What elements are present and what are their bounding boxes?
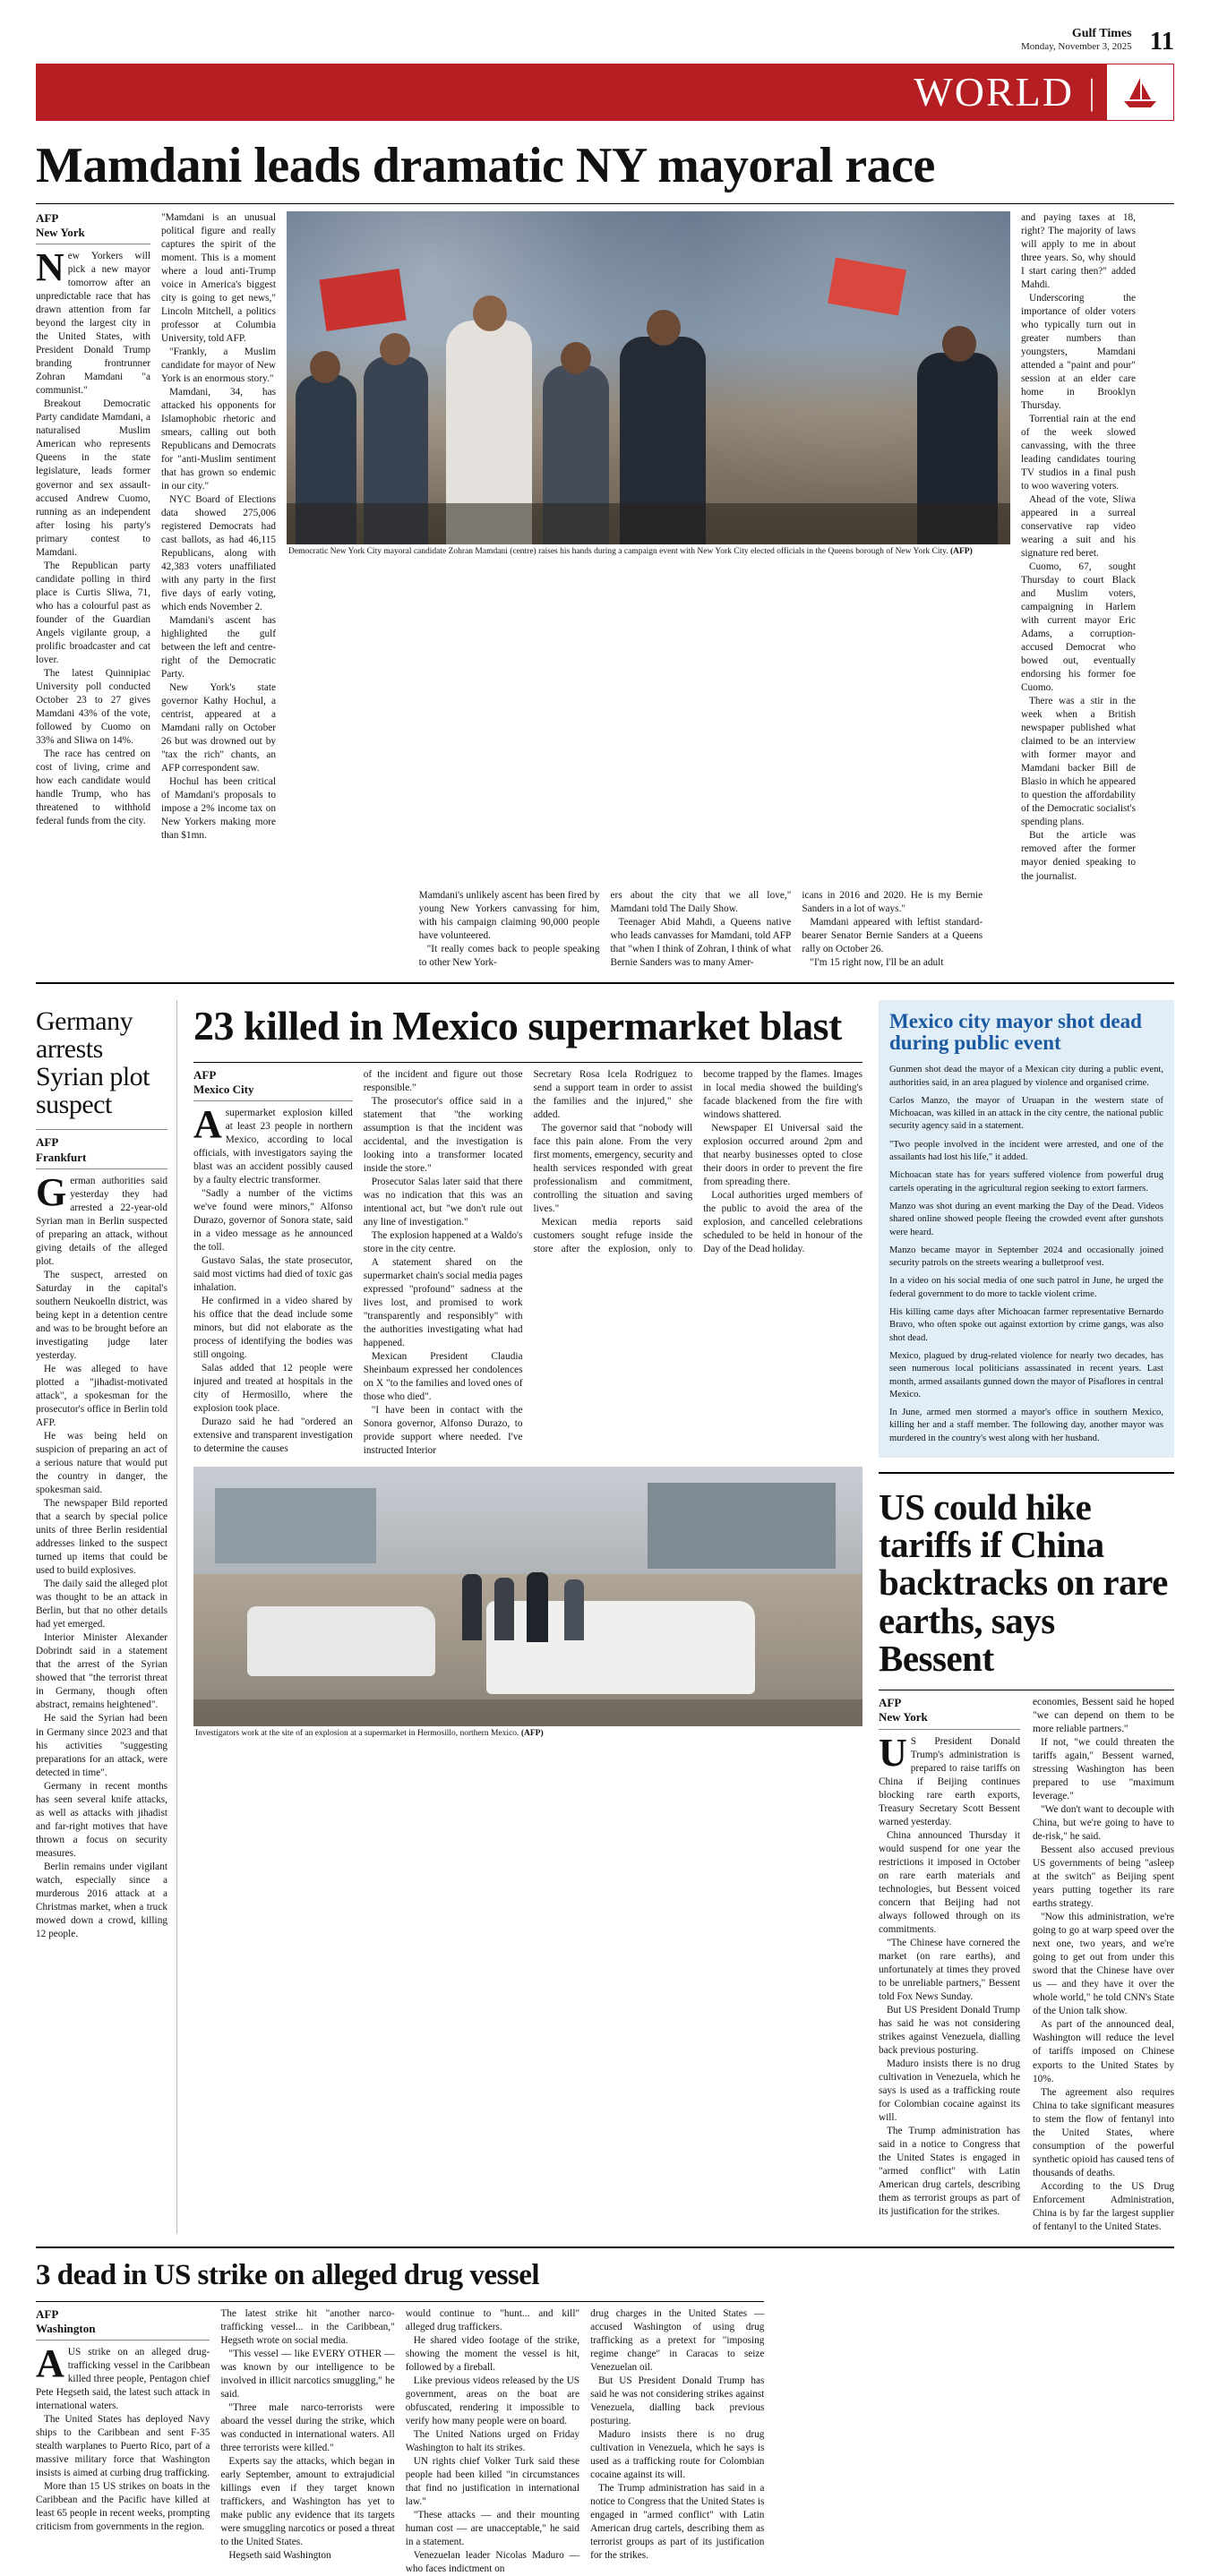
top-story-lower-grid [36,889,1174,970]
paragraph: Interior Minister Alexander Dobrindt said in a statement that the arrest of the Syrian showed that "the terrorist threat in Germany, though often abstract, remains heightened". [36,1632,167,1711]
paragraph: Manzo became mayor in September 2024 and occasionally joined security patrols on the streets wearing a bulletproof vest. [889,1245,1163,1269]
paragraph: Ahead of the vote, Sliwa appeared in a surreal conservative rap video wearing a suit and his signature red beret. [1021,494,1136,560]
section-title: WORLD [914,69,1074,116]
top-story-photo-caption [287,544,1010,558]
paragraph: Mamdani's unlikely ascent has been fired by young New Yorkers canvassing for him, with his campaign claiming 90,000 people have volunteered. [418,889,600,941]
paper-name: Gulf Times [1071,27,1132,40]
strike-byline-agency: AFP [36,2306,59,2321]
paragraph: His killing came days after Michoacan farmer representative Bernardo Bravo, who often spoke out against extortion by crime gangs, was also shot dead. [889,1307,1163,1343]
paragraph: "Now this administration, we're going to go at warp speed over the next one, two years, and we're going to get out from under this sword that the Chinese have over us — and they have it over the whole world," he told CNN's State of the Union talk show. [1033,1912,1174,2017]
paragraph: Mamdani's ascent has highlighted the gulf between the left and centre-right of the Democratic Party. [161,615,276,680]
right-rail [879,1000,1174,2234]
paragraph: The explosion happened at a Waldo's store in the city centre. [363,1229,523,1254]
paragraph: Maduro insists there is no drug cultivation in Venezuela, which he says is used as a trafficking route for Colombian cocaine against its will. [590,2428,765,2480]
paragraph: Mamdani, 34, has attacked his opponents for Islamophobic rhetoric and smears, calling out both Republicans and Democrats for "anti-Muslim sentiment that has grown so endemic in our city." [161,386,276,492]
strike-column-3 [406,2307,579,2576]
germany-byline-agency: AFP [36,1135,59,1150]
mexico-photo [193,1467,862,1726]
paragraph: Hegseth said Washington [228,2549,331,2561]
top-story-column-5 [802,889,983,970]
paragraph: Mexican media reports said customers sought refuge inside the store after the explosion, only to become trapped by the flames. Images in local media showed the building's facade blackened from the fire with windows shattered. [533,1068,862,1254]
paragraph: Berlin remains under vigilant watch, especially since a murderous 2016 attack at a Christmas market, when a truck mowed down a crowd, killing 12 people. [36,1861,167,1939]
paragraph: and paying taxes at 18, right? The majority of laws will apply to me in about three years. So, why should I start caring then?" added Mahdi. [1021,211,1136,290]
strike-story [36,2258,765,2576]
paragraph: Gunmen shot dead the mayor of a Mexican city during a public event, authorities said, in an area plagued by violence and organised crime. [889,1065,1163,1088]
paragraph: China announced Thursday it would suspend for one year the restrictions it imposed in October on rare earth materials and technologies, but Bessent voiced concern that Beijing had not always followed through on its commitments. [879,1829,1020,1935]
paragraph: Maduro insists there is no drug cultivation in Venezuela, which he says is used as a trafficking route for Colombian cocaine against its will. [879,2058,1020,2124]
paragraph: But the article was removed after the former mayor denied speaking to the journalist. [1021,830,1136,882]
paragraph: The Republican party candidate polling in third place is Curtis Sliwa, 71, who has a colourful past as founder of the Guardian Angels vigilante group, a prolific broadcaster and cat lover. [36,560,150,665]
bessent-byline-location: New York [879,1710,928,1724]
caption-credit: (AFP) [520,1728,544,1738]
middle-band [36,1000,1174,2234]
paragraph: "Three male narco-terrorists were aboard the vessel during the strike, which was conducted in international waters. All three terrorists were killed." [220,2401,395,2453]
paragraph: The race has centred on cost of living, crime and how each candidate would handle Trump, who has threatened to withhold federal funds from the city. [36,748,150,826]
paragraph: "This vessel — like EVERY OTHER — was known by our intelligence to be involved in illicit narcotics smuggling," he said. [220,2348,395,2400]
strike-column-1 [36,2307,210,2576]
paragraph: Local authorities urged members of the public to avoid the area of the explosion, and cancelled celebrations scheduled to be held in honour of the Day of the Dead holiday. [703,1189,862,1254]
paragraph: Venezuelan leader Nicolas Maduro — who faces indictment on [405,2549,580,2574]
banner-divider: | [1087,72,1095,113]
paragraph: He shared video footage of the strike, showing the moment the vessel is hit, followed by a fireball. [405,2334,580,2373]
paragraph: "It really comes back to people speaking to other New York- [418,943,600,968]
paragraph: According to the US Drug Enforcement Administration, China is by far the largest supplier of fentanyl to the United States. [1033,2180,1174,2232]
paragraph: "The Chinese have cornered the market (on rare earths), and unfortunately at times they proved to be unreliable partners," Bessent told Fox News Sunday. [879,1937,1020,2002]
paragraph: Salas added that 12 people were injured and treated at hospitals in the city of Hermosillo, where the explosion took place. [193,1363,353,1415]
top-story-headline: Mamdani leads dramatic NY mayoral race [36,137,935,193]
paragraph: UN rights chief Volker Turk said these people had been killed "in circumstances that find no justification in international law." [405,2455,580,2507]
paragraph: In June, armed men stormed a mayor's office in southern Mexico, killing her and a staff member. The following day, another mayor was murdered in the country's west along with her husband. [889,1408,1163,1443]
paragraph: "We don't want to decouple with China, but we're going to have to de-risk," he said. [1033,1804,1174,1843]
paragraph: icans in 2016 and 2020. He is my Bernie Sanders in a lot of ways." [802,889,983,914]
bessent-byline-agency: AFP [879,1696,902,1710]
top-story-upper-grid [36,211,1174,884]
paragraph: The newspaper Bild reported that a search by special police units of three Berlin residential addresses linked to the suspect turned up items that could be used to build explosives. [36,1498,167,1577]
bessent-columns [879,1696,1174,2234]
paragraph: He said the Syrian had been in Germany since 2023 and that his activities "suggesting preparations for an attack, were detected in time". [36,1713,167,1778]
byline-location: New York [36,225,85,239]
sailboat-icon-svg [1120,74,1160,110]
issue-date: Monday, November 3, 2025 [1020,41,1132,53]
paragraph: "Sadly a number of the victims we've found were minors," Alfonso Durazo, governor of Sonora state, said in a video message as he announced the toll. [193,1188,353,1254]
paragraph: Mexican President Claudia Sheinbaum expressed her condolences on X "to the families and loved ones of those who died". [363,1350,523,1402]
paragraph: But US President Donald Trump has said he was not considering strikes against Venezuela, dialling back previous posturing. [879,2004,1020,2056]
paragraph: "Two people involved in the incident were arrested, and one of the assailants had lost his life," it added. [889,1139,1163,1163]
paragraph: The latest Quinnipiac University poll conducted October 23 to 27 gives Mamdani 43% of the vote, followed by Cuomo on 33% and Sliwa on 14%. [36,667,150,746]
paragraph: Carlos Manzo, the mayor of Uruapan in the western state of Michoacan, was killed in an attack in the city centre, the national public security agency said in a statement. [889,1095,1163,1132]
paragraph: New York's state governor Kathy Hochul, a centrist, appeared at a Mamdani rally on October 26 but was drowned out by "tax the rich" chants, an AFP correspondent saw. [161,682,276,775]
paragraph: There was a stir in the week when a British newspaper published what claimed to be an interview with former mayor and Mamdani backer Bill de Blasio in which he appeared to question the affordability of the Democratic socialist's spending plans. [1021,696,1136,828]
paragraph: But US President Donald Trump has said he was not considering strikes against Venezuela, dialling back previous posturing. [590,2375,765,2426]
paragraph: Mexico, plagued by drug-related violence for nearly two decades, has seen numerous local politicians assassinated in recent years. Last month, armed assailants gunned down the mayor of Pisaflores in central Mexico. [889,1350,1163,1399]
paragraph: The United States has deployed Navy ships to the Caribbean and sent F-35 stealth warplanes to Puerto Rico, part of a massive military force that Washington insists is aimed at curbing drug trafficking. [36,2414,210,2479]
paragraph: As part of the announced deal, Washington will reduce the level of tariffs imposed on Chinese exports to the United States by 10%. [1033,2019,1174,2084]
top-story [36,137,1174,970]
paragraph: The suspect, arrested on Saturday in the capital's southern Neukoelln district, was being kept in a detention centre and was to be brought before an investigating judge later yesterday. [36,1269,167,1362]
paragraph: More than 15 US strikes on boats in the Caribbean and the Pacific have killed at least 65 people in recent weeks, prompting criticism from governments in the region. [36,2481,210,2533]
paragraph: The latest strike hit "another narco-trafficking vessel... in the Caribbean," Hegseth wrote on social media. [220,2307,395,2346]
mexico-headline: 23 killed in Mexico supermarket blast [193,1002,842,1048]
germany-headline: Germany arrests Syrian plot suspect [36,1006,150,1120]
top-story-photo [287,211,1010,544]
section-separator-1 [36,982,1174,984]
top-story-photo-block [287,211,1010,884]
paragraph: Hochul has been critical of Mamdani's proposals to impose a 2% income tax on New Yorkers making more than $1mn. [161,776,276,842]
bessent-column-1 [879,1696,1020,2234]
strike-column-4 [590,2307,764,2576]
paragraph: Teenager Abid Mahdi, a Queens native who leads canvasses for Mamdani, told AFP that "when I think of Zohran, I think of what Bernie Sanders was to many Amer- [610,916,792,968]
paragraph: He was alleged to have plotted a "jihadist-motivated attack", a spokesman for the prosecutor's office in Berlin told AFP. [36,1364,167,1429]
paragraph: "Mamdani is an unusual political figure and really captures the spirit of the moment. This is a moment where a loud anti-Trump voice in America's biggest city is going to get news," Lincoln Mitchell, a politics professor at Columbia University, told AFP. [161,211,276,344]
mexico-story [193,1000,862,2234]
section-separator-2 [36,2247,1174,2248]
mexico-column-1 [193,1068,353,1458]
paragraph: Breakout Democratic Party candidate Mamdani, a naturalised Muslim American who represents Queens in the state legislature, leads former governor and sex assault-accused Andrew Cuomo, running as an independent after losing his party's primary contest to Mamdani. [36,398,150,558]
paragraph: A statement shared on the supermarket chain's social media pages expressed "profound" sadness at the lives lost, and promised to work "transparently and responsibly" with the authorities investigating what had happened. [363,1256,523,1348]
section-banner [36,64,1174,121]
paragraph: He confirmed in a video shared by his office that the dead include some minors, but did not elaborate as the process of identifying the bodies was still ongoing. [193,1296,353,1361]
paragraph: The daily said the alleged plot was thought to be an attack in Berlin, but that no other details had yet emerged. [36,1579,167,1630]
paragraph: If not, "we could threaten the tariffs again," Bessent warned, stressing Washington has been prepared to use "maximum leverage." [1033,1737,1174,1802]
paragraph: NYC Board of Elections data showed 275,006 registered Democrats had cast ballots, as had 46,115 Republicans, along with 42,383 voters unaffiliated with any party in the first five days of early voting, which ends November 2. [161,494,276,613]
paragraph: "I'm 15 right now, I'll be an adult [810,956,944,968]
paragraph: Michoacan state has for years suffered violence from powerful drug cartels operating in the agricultural region seeking to extort farmers. [889,1170,1163,1194]
paragraph: He was being held on suspicion of preparing an act of a serious nature that would put the country in danger, the spokesman said. [36,1431,167,1496]
sailboat-icon [1106,64,1174,121]
page-number: 11 [1149,26,1174,56]
mexico-mayor-box [879,1000,1174,1458]
mexico-mayor-headline: Mexico city mayor shot dead during public event [889,1009,1142,1055]
paragraph: Experts say the attacks, which began in early September, amount to extrajudicial killings even if they target known traffickers, and Washington has yet to make public any evidence that its targets were smuggling narcotics or posed a threat to the United States. [220,2455,395,2547]
paragraph: German authorities said yesterday they had arrested a 22-year-old Syrian man in Berlin suspected of preparing an attack, without giving details of the alleged plot. [36,1169,167,1267]
paragraph: The Trump administration has said in a notice to Congress that the United States is engaged in "armed conflict" with Latin American drug cartels, describing them as terrorist groups as part of its justification for the strikes. [590,2482,765,2561]
paragraph: Mamdani appeared with leftist standard-bearer Senator Bernie Sanders at a Queens rally on October 26. [802,916,983,954]
bessent-headline: US could hike tariffs if China backtracks on rare earths, says Bessent [879,1485,1168,1679]
paragraph: Asupermarket explosion killed at least 23 people in northern Mexico, according to local officials, with investigators saying the blast was an accident possibly caused by a faulty electric transformer. [193,1102,353,1186]
mexico-byline-location: Mexico City [193,1082,254,1096]
paragraph: The governor said that "nobody will face this pain alone. From the very first moments, emergency, security and health services responded with great professionalism and commitment, controlling the situation and saving lives." [533,1122,693,1214]
caption-text: Investigators work at the site of an explosion at a supermarket in Hermosillo, northern Mexico. [195,1728,519,1738]
paragraph: Newspaper El Universal said the explosion occurred around 2pm and that nearby businesses opted to close their doors in order to prevent the fire from spreading there. [703,1122,862,1187]
paragraph: New Yorkers will pick a new mayor tomorrow after an unpredictable race that has drawn attention from far beyond the largest city in the United States, with President Donald Trump branding frontrunner Zohran Mamdani "a communist." [36,245,150,397]
germany-byline-location: Frankfurt [36,1150,87,1164]
top-story-column-3 [419,889,600,970]
paragraph: Prosecutor Salas later said that there was no indication that this was an intentional act, but "we don't rule out any line of investigation." [363,1176,523,1228]
paragraph: "These attacks — and their mounting human cost — are unacceptable," he said in a statement. [405,2509,580,2547]
paragraph: would continue to "hunt... and kill" alleged drug traffickers. [405,2307,580,2332]
paragraph: Like previous videos released by the US government, areas on the boat are obfuscated, rendering it impossible to verify how many people were on board. [405,2375,580,2426]
paragraph: US President Donald Trump's administration is prepared to raise tariffs on China if Beijing continues blocking rare earth exports, Treasury Secretary Scott Bessent warned yesterday. [879,1730,1020,1827]
paragraph: Secretary Rosa Icela Rodriguez to send a support team in order to assist the families and the injured," she added. [533,1068,693,1120]
paragraph: of the incident and figure out those responsible." [363,1068,523,1093]
paragraph: Durazo said he had "ordered an extensive and transparent investigation to determine the causes [193,1416,353,1455]
paragraph: drug charges in the United States — accused Washington of using drug trafficking as a pretext for "imposing regime change" in Caracas to seize Venezuelan oil. [590,2307,765,2373]
paragraph: ers about the city that we all love," Mamdani told The Daily Show. [610,889,792,914]
strike-headline: 3 dead in US strike on alleged drug vessel [36,2258,540,2291]
paragraph: The agreement also requires China to take significant measures to stem the flow of fentanyl into the United States, where consumption of the powerful synthetic opioid has caused tens of thousands of deaths. [1033,2086,1174,2178]
mexico-column-3 [534,1068,863,1458]
paragraph: The United Nations urged on Friday Washington to halt its strikes. [405,2428,580,2453]
paragraph: "I have been in contact with the Sonora governor, Alfonso Durazo, to provide support where needed. I've instructed Interior [363,1404,523,1456]
bessent-column-2 [1033,1696,1174,2234]
strike-columns [36,2307,764,2576]
paragraph: "Frankly, a Muslim candidate for mayor of New York is an enormous story." [161,346,276,384]
paragraph: Cuomo, 67, sought Thursday to court Black and Muslim voters, campaigning in Harlem with current mayor Eric Adams, a corruption-accused Democrat who bowed out, eventually endorsing his former foe Cuomo. [1021,561,1136,694]
byline-agency: AFP [36,210,59,225]
paragraph: Torrential rain at the end of the week slowed canvassing, with the three leading candidates touring TV studios in a final push to woo wavering voters. [1021,413,1136,492]
paragraph: AUS strike on an alleged drug-trafficking vessel in the Caribbean killed three people, Pentagon chief Pete Hegseth said, the latest such attack in international waters. [36,2341,210,2412]
paragraph: Bessent also accused previous US governments of being "asleep at the switch" as Beijing spent years putting together its rare earths strategy. [1033,1844,1174,1910]
paragraph: Gustavo Salas, the state prosecutor, said most victims had died of toxic gas inhalation. [193,1255,353,1294]
paragraph: Manzo was shot during an event marking the Day of the Dead. Videos shared online showed people fleeing the crowded event after gunshots were heard. [889,1201,1163,1237]
mexico-photo-caption [193,1726,862,1740]
paragraph: The Trump administration has said in a notice to Congress that the United States is engaged in "armed conflict" with Latin American drug cartels, describing them as terrorist groups as part of its justification for the strikes. [879,2126,1020,2218]
paragraph: In a video on his social media of one such patrol in June, he urged the federal government to do more to tackle violent crime. [889,1276,1163,1299]
caption-credit: (AFP) [949,546,973,556]
paragraph: Germany in recent months has seen several knife attacks, as well as attacks with jihadist and far-right motives that have thrown a focus on security measures. [36,1780,167,1859]
strike-column-2 [220,2307,394,2576]
caption-text: Democratic New York City mayoral candidate Zohran Mamdani (centre) raises his hands during a campaign event with New York City elected officials in the Queens borough of New York City. [288,546,948,556]
masthead [36,0,1174,58]
top-story-column-1 [36,211,150,884]
top-story-column-4 [610,889,791,970]
top-story-column-6 [1021,211,1136,884]
mexico-columns [193,1068,862,1458]
paragraph: Underscoring the importance of older voters who typically turn out in greater numbers than youngsters, Mamdani attended a "paint and pour" session at an elder care home in Brooklyn Thursday. [1021,292,1136,411]
mexico-byline-agency: AFP [193,1067,217,1082]
top-story-rule [36,203,1174,204]
strike-byline-location: Washington [36,2321,96,2335]
top-story-column-2 [161,211,276,884]
germany-story [36,1000,177,2234]
paragraph: The prosecutor's office said in a statement that "the working assumption is that the incident was accidental, and the investigation is looking into a transformer located inside the store." [363,1095,523,1174]
paragraph: economies, Bessent said he hoped "we can depend on them to be more reliable partners." [1033,1697,1174,1735]
mexico-column-2 [364,1068,523,1458]
